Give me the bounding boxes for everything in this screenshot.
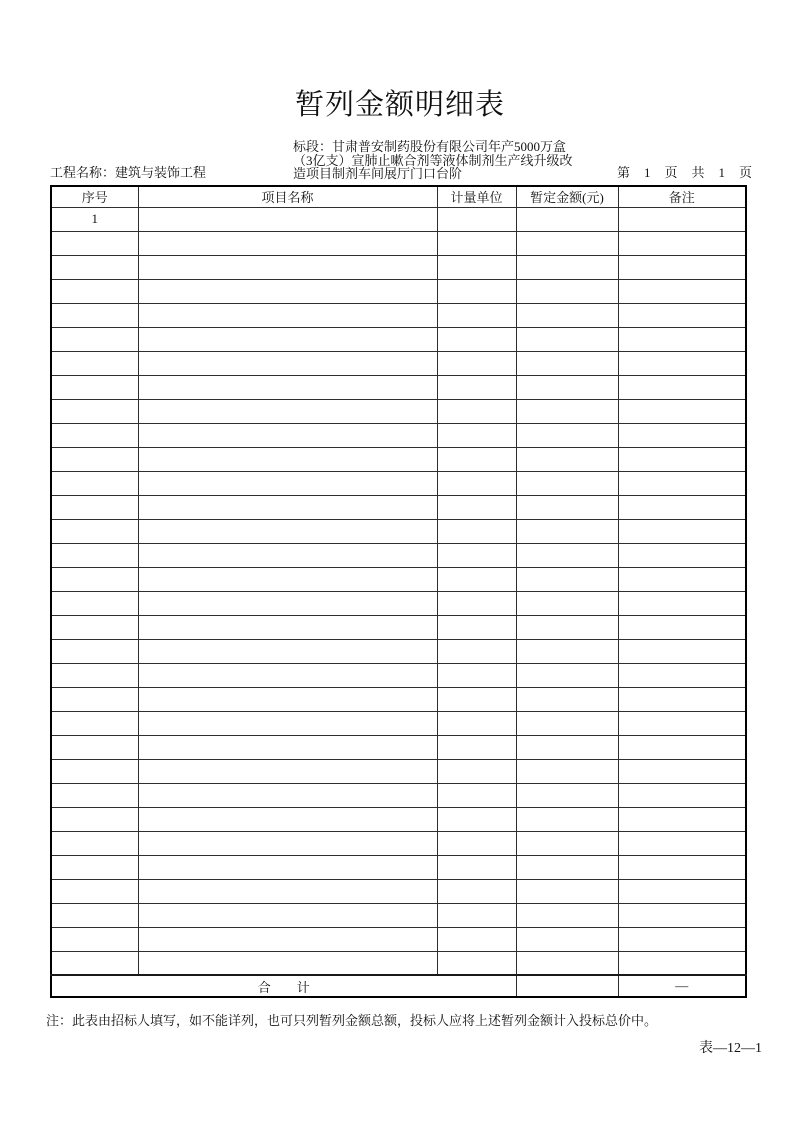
cell-remark <box>618 303 746 327</box>
cell-remark <box>618 783 746 807</box>
cell-seq <box>51 399 138 423</box>
cell-amount <box>516 279 618 303</box>
pagination-total-pages: 1 <box>718 165 725 180</box>
cell-seq <box>51 759 138 783</box>
table-footer <box>51 975 746 997</box>
cell-amount <box>516 927 618 951</box>
cell-unit <box>437 591 516 615</box>
cell-item-name <box>138 231 437 255</box>
cell-seq <box>51 783 138 807</box>
header-row <box>51 186 746 207</box>
cell-unit <box>437 615 516 639</box>
cell-seq <box>51 951 138 975</box>
cell-unit <box>437 279 516 303</box>
cell-seq <box>51 687 138 711</box>
cell-remark <box>618 855 746 879</box>
table-row <box>51 807 746 831</box>
column-header-unit: 计量单位 <box>437 186 516 207</box>
cell-seq <box>51 855 138 879</box>
cell-amount <box>516 399 618 423</box>
cell-amount <box>516 951 618 975</box>
cell-amount <box>516 687 618 711</box>
pagination-label-total: 共 <box>691 165 705 180</box>
cell-item-name <box>138 639 437 663</box>
cell-remark <box>618 615 746 639</box>
cell-seq <box>51 615 138 639</box>
cell-seq <box>51 255 138 279</box>
cell-item-name <box>138 399 437 423</box>
cell-remark <box>618 639 746 663</box>
cell-amount <box>516 831 618 855</box>
pagination-label-ye2: 页 <box>738 165 752 180</box>
table-row <box>51 327 746 351</box>
cell-item-name <box>138 759 437 783</box>
cell-remark <box>618 951 746 975</box>
cell-item-name <box>138 207 437 231</box>
table-body <box>51 207 746 975</box>
cell-remark <box>618 375 746 399</box>
section-line-1: 标段：甘肃普安制药股份有限公司年产5000万盒 <box>293 139 567 154</box>
cell-unit <box>437 375 516 399</box>
total-remark-cell: — <box>618 975 746 997</box>
cell-item-name <box>138 951 437 975</box>
cell-item-name <box>138 495 437 519</box>
cell-unit <box>437 519 516 543</box>
cell-seq <box>51 231 138 255</box>
cell-unit <box>437 471 516 495</box>
table-row <box>51 351 746 375</box>
pagination-current-page: 1 <box>643 165 651 180</box>
cell-amount <box>516 495 618 519</box>
cell-seq <box>51 807 138 831</box>
table-row <box>51 303 746 327</box>
cell-unit <box>437 663 516 687</box>
cell-seq <box>51 375 138 399</box>
cell-remark <box>618 879 746 903</box>
cell-amount <box>516 375 618 399</box>
table-row <box>51 495 746 519</box>
column-header-item-name: 项目名称 <box>138 186 437 207</box>
cell-item-name <box>138 567 437 591</box>
table-row <box>51 375 746 399</box>
table-row <box>51 831 746 855</box>
cell-amount <box>516 759 618 783</box>
cell-seq <box>51 879 138 903</box>
cell-seq <box>51 831 138 855</box>
cell-item-name <box>138 591 437 615</box>
cell-remark <box>618 567 746 591</box>
table-row <box>51 519 746 543</box>
table-row <box>51 279 746 303</box>
cell-unit <box>437 495 516 519</box>
cell-item-name <box>138 711 437 735</box>
table-row <box>51 567 746 591</box>
cell-unit <box>437 927 516 951</box>
cell-remark <box>618 351 746 375</box>
cell-item-name <box>138 615 437 639</box>
table-row <box>51 399 746 423</box>
cell-amount <box>516 903 618 927</box>
note-line: 注：此表由招标人填写，如不能详列，也可只列暂列金额总额，投标人应将上述暂列金额计入投标总价中。 <box>46 1013 658 1028</box>
table-row <box>51 711 746 735</box>
table-row <box>51 903 746 927</box>
cell-unit <box>437 303 516 327</box>
table-row <box>51 639 746 663</box>
cell-seq <box>51 735 138 759</box>
table-row <box>51 783 746 807</box>
cell-unit <box>437 879 516 903</box>
cell-item-name <box>138 327 437 351</box>
table-row <box>51 471 746 495</box>
cell-seq <box>51 447 138 471</box>
cell-seq <box>51 351 138 375</box>
cell-item-name <box>138 519 437 543</box>
cell-amount <box>516 327 618 351</box>
cell-unit <box>437 951 516 975</box>
section-info <box>293 140 573 181</box>
cell-item-name <box>138 447 437 471</box>
pagination-label-ye: 页 <box>664 165 678 180</box>
cell-seq <box>51 543 138 567</box>
cell-item-name <box>138 735 437 759</box>
pagination-label-page: 第 <box>616 165 630 180</box>
table-row <box>51 447 746 471</box>
project-name-line: 工程名称：建筑与装饰工程 <box>50 165 207 180</box>
cell-item-name <box>138 351 437 375</box>
cell-unit <box>437 783 516 807</box>
cell-amount <box>516 591 618 615</box>
cell-unit <box>437 423 516 447</box>
cell-amount <box>516 615 618 639</box>
cell-amount <box>516 543 618 567</box>
cell-remark <box>618 231 746 255</box>
cell-item-name <box>138 663 437 687</box>
table-row <box>51 423 746 447</box>
column-header-seq: 序号 <box>51 186 138 207</box>
cell-unit <box>437 207 516 231</box>
column-header-remark: 备注 <box>618 186 746 207</box>
cell-unit <box>437 903 516 927</box>
cell-item-name <box>138 879 437 903</box>
cell-amount <box>516 735 618 759</box>
cell-item-name <box>138 255 437 279</box>
cell-seq <box>51 423 138 447</box>
cell-amount <box>516 783 618 807</box>
cell-amount <box>516 231 618 255</box>
cell-amount <box>516 663 618 687</box>
cell-remark <box>618 495 746 519</box>
cell-remark <box>618 327 746 351</box>
cell-remark <box>618 903 746 927</box>
cell-unit <box>437 231 516 255</box>
cell-seq <box>51 711 138 735</box>
cell-amount <box>516 807 618 831</box>
table-row <box>51 615 746 639</box>
cell-unit <box>437 735 516 759</box>
table-row <box>51 687 746 711</box>
cell-item-name <box>138 855 437 879</box>
table-row <box>51 255 746 279</box>
cell-item-name <box>138 687 437 711</box>
cell-item-name <box>138 807 437 831</box>
cell-unit <box>437 831 516 855</box>
cell-unit <box>437 687 516 711</box>
table-row <box>51 231 746 255</box>
cell-item-name <box>138 279 437 303</box>
cell-item-name <box>138 783 437 807</box>
section-line-3: 造项目制剂车间展厅门口台阶 <box>293 166 463 181</box>
provisional-sum-table <box>50 185 747 998</box>
table-row <box>51 543 746 567</box>
cell-remark <box>618 399 746 423</box>
total-row <box>51 975 746 997</box>
total-label-cell: 合 计 <box>51 975 516 997</box>
cell-remark <box>618 759 746 783</box>
cell-amount <box>516 207 618 231</box>
cell-amount <box>516 447 618 471</box>
cell-unit <box>437 399 516 423</box>
table-row <box>51 207 746 231</box>
cell-remark <box>618 543 746 567</box>
cell-item-name <box>138 375 437 399</box>
section-line-2: （3亿支）宣肺止嗽合剂等液体制剂生产线升级改 <box>293 152 573 168</box>
cell-seq <box>51 279 138 303</box>
cell-remark <box>618 279 746 303</box>
cell-amount <box>516 639 618 663</box>
table-row <box>51 855 746 879</box>
cell-seq <box>51 327 138 351</box>
cell-amount <box>516 519 618 543</box>
cell-item-name <box>138 903 437 927</box>
cell-seq <box>51 639 138 663</box>
cell-amount <box>516 855 618 879</box>
cell-seq <box>51 495 138 519</box>
table-row <box>51 927 746 951</box>
cell-remark <box>618 687 746 711</box>
cell-unit <box>437 639 516 663</box>
cell-unit <box>437 807 516 831</box>
cell-seq <box>51 519 138 543</box>
cell-unit <box>437 567 516 591</box>
table-row <box>51 735 746 759</box>
cell-unit <box>437 351 516 375</box>
total-amount-cell <box>516 975 618 997</box>
cell-remark <box>618 735 746 759</box>
cell-seq <box>51 927 138 951</box>
cell-remark <box>618 255 746 279</box>
table-row <box>51 591 746 615</box>
column-header-amount: 暂定金额(元) <box>516 186 618 207</box>
pagination <box>617 166 752 179</box>
cell-item-name <box>138 303 437 327</box>
cell-unit <box>437 255 516 279</box>
cell-item-name <box>138 927 437 951</box>
cell-seq <box>51 471 138 495</box>
table-row <box>51 879 746 903</box>
cell-amount <box>516 423 618 447</box>
cell-remark <box>618 591 746 615</box>
cell-amount <box>516 351 618 375</box>
cell-remark <box>618 831 746 855</box>
form-code: 表—12—1 <box>699 1041 762 1056</box>
cell-amount <box>516 471 618 495</box>
cell-amount <box>516 567 618 591</box>
cell-unit <box>437 855 516 879</box>
table-row <box>51 663 746 687</box>
cell-remark <box>618 447 746 471</box>
cell-item-name <box>138 543 437 567</box>
cell-seq <box>51 567 138 591</box>
cell-seq <box>51 303 138 327</box>
table-row <box>51 951 746 975</box>
cell-seq: 1 <box>51 207 138 231</box>
cell-item-name <box>138 471 437 495</box>
cell-remark <box>618 207 746 231</box>
cell-remark <box>618 423 746 447</box>
cell-amount <box>516 711 618 735</box>
cell-item-name <box>138 423 437 447</box>
cell-unit <box>437 759 516 783</box>
cell-item-name <box>138 831 437 855</box>
table-header <box>51 186 746 207</box>
cell-remark <box>618 471 746 495</box>
cell-amount <box>516 879 618 903</box>
cell-unit <box>437 327 516 351</box>
cell-seq <box>51 663 138 687</box>
table-row <box>51 759 746 783</box>
page-title: 暂列金额明细表 <box>294 89 505 121</box>
cell-unit <box>437 543 516 567</box>
cell-remark <box>618 807 746 831</box>
cell-unit <box>437 711 516 735</box>
cell-seq <box>51 591 138 615</box>
cell-remark <box>618 663 746 687</box>
cell-unit <box>437 447 516 471</box>
cell-remark <box>618 927 746 951</box>
cell-remark <box>618 711 746 735</box>
cell-amount <box>516 303 618 327</box>
cell-amount <box>516 255 618 279</box>
cell-remark <box>618 519 746 543</box>
cell-seq <box>51 903 138 927</box>
